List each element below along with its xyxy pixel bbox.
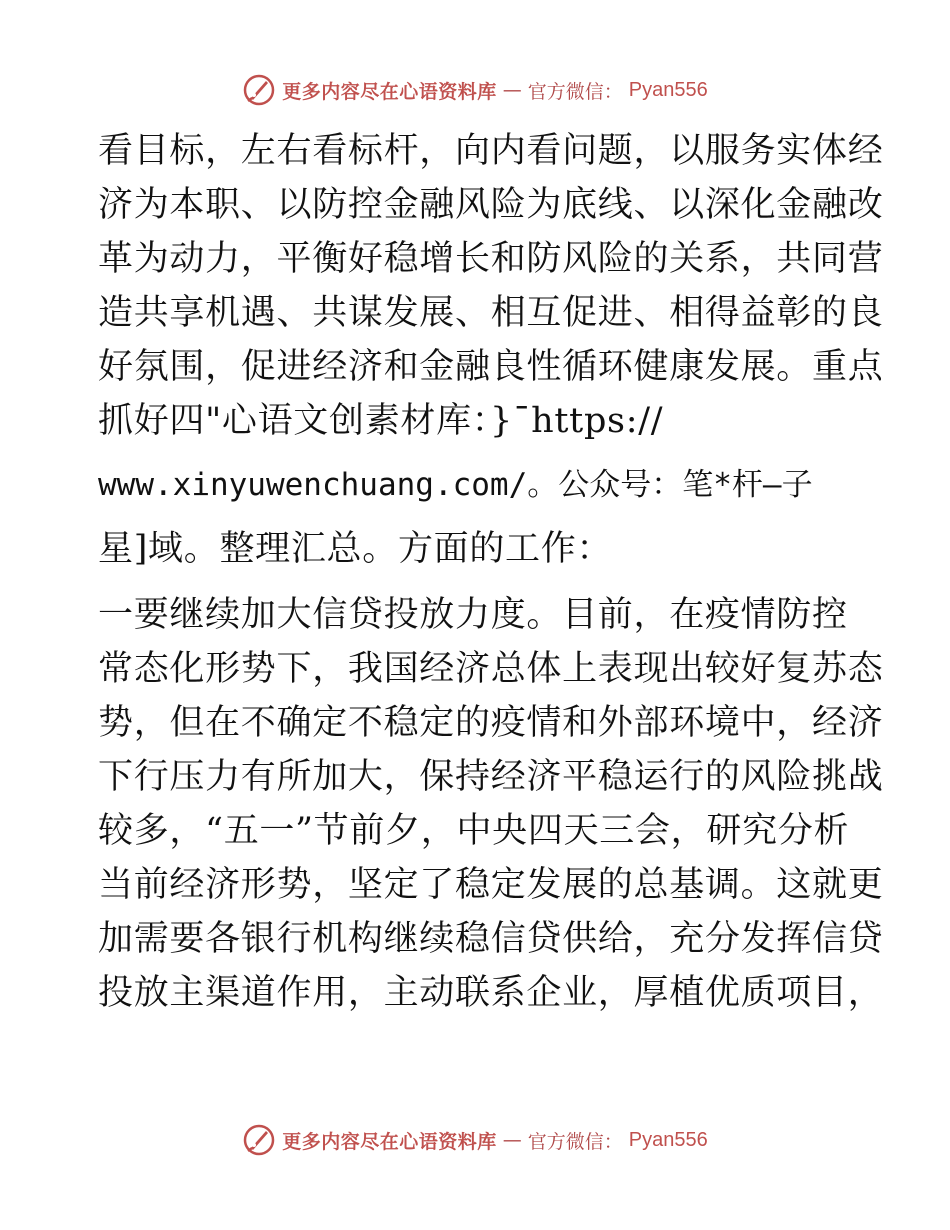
header-wechat-label: 官方微信： (527, 80, 623, 103)
text-line: 当前经济形势，坚定了稳定发展的总基调。这就更 (98, 865, 884, 905)
document-body (98, 124, 884, 1020)
text-line: 看目标，左右看标杆，向内看问题，以服务实体经 (98, 131, 884, 171)
text-line-url: www.xinyuwenchuang.com/。公众号：笔*杆—子 (98, 467, 813, 503)
text-line: 加需要各银行机构继续稳信贷供给，充分发挥信贷 (98, 919, 884, 959)
footer-dash: — (502, 1129, 522, 1151)
paragraph-1 (98, 124, 884, 576)
text-line: 常态化形势下，我国经济总体上表现出较好复苏态 (98, 649, 884, 689)
text-line: 革为动力，平衡好稳增长和防风险的关系，共同营 (98, 239, 884, 279)
text-line: 济为本职、以防控金融风险为底线、以深化金融改 (98, 185, 884, 225)
quill-circle-icon (242, 73, 276, 107)
paragraph-2 (98, 588, 884, 1020)
text-line: 好氛围，促进经济和金融良性循环健康发展。重点 (98, 347, 884, 387)
text-line: 投放主渠道作用，主动联系企业，厚植优质项目， (98, 973, 884, 1013)
header-banner (0, 70, 950, 110)
quill-circle-icon (242, 1123, 276, 1157)
header-wechat-id: Pyan556 (628, 78, 708, 101)
text-line: 较多，“五一”节前夕，中央四天三会，研究分析 (98, 811, 850, 851)
footer-wechat-id: Pyan556 (628, 1128, 708, 1151)
footer-banner (0, 1120, 950, 1160)
header-brand: 更多内容尽在心语资料库 (282, 80, 497, 103)
text-line: 下行压力有所加大，保持经济平稳运行的风险挑战 (98, 757, 884, 797)
text-line: 星]域。整理汇总。方面的工作： (98, 529, 613, 569)
text-line: 一要继续加大信贷投放力度。目前，在疫情防控 (98, 595, 848, 635)
text-line: 造共享机遇、共谋发展、相互促进、相得益彰的良 (98, 293, 884, 333)
footer-wechat-label: 官方微信： (527, 1130, 623, 1153)
footer-brand: 更多内容尽在心语资料库 (282, 1130, 497, 1153)
header-dash: — (502, 79, 522, 101)
text-line: 抓好四"心语文创素材库：}¯https:// (98, 401, 664, 441)
text-line: 势，但在不确定不稳定的疫情和外部环境中，经济 (98, 703, 884, 743)
